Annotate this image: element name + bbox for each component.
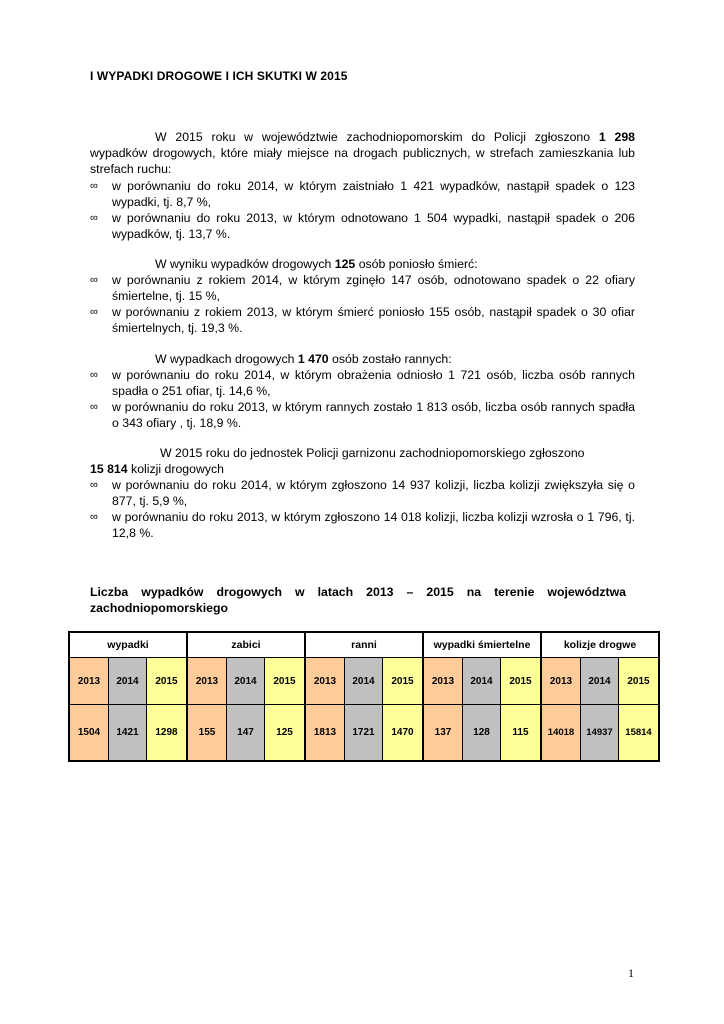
year-cell: 2014 [109, 658, 147, 705]
bullet-icon: ∞ [90, 180, 98, 192]
section-heading: I WYPADKI DROGOWE I ICH SKUTKI W 2015 [90, 69, 348, 83]
year-cell: 2013 [69, 658, 109, 705]
value-cell: 1470 [383, 705, 424, 762]
value-cell: 128 [463, 705, 501, 762]
value-cell: 137 [423, 705, 463, 762]
group-header: wypadki [69, 632, 187, 658]
year-cell: 2013 [541, 658, 581, 705]
year-cell: 2014 [463, 658, 501, 705]
year-cell: 2015 [619, 658, 660, 705]
table-header-row [69, 632, 659, 658]
list-item: ∞ w porównaniu do roku 2014, w którym zgłoszono 14 937 kolizji, liczba kolizji zwiększyła się o 877, tj. 5,9 %, [90, 478, 635, 508]
table-values-row [69, 705, 659, 762]
year-cell: 2015 [501, 658, 542, 705]
group-header: ranni [305, 632, 423, 658]
list-item: ∞ w porównaniu do roku 2013, w którym zgłoszono 14 018 kolizji, liczba kolizji wzrosła o 1 796, tj. 12,8 %. [90, 510, 635, 540]
table-years-row [69, 658, 659, 705]
bullet-icon: ∞ [90, 212, 98, 224]
value-cell: 1421 [109, 705, 147, 762]
list-item: ∞ w porównaniu do roku 2013, w którym rannych zostało 1 813 osób, liczba osób rannych spadła o 343 ofiary , tj. 18,9 %. [90, 400, 635, 430]
year-cell: 2013 [187, 658, 227, 705]
injured-intro: W wypadkach drogowych 1 470 osób zostało rannych: [155, 352, 452, 366]
bullet-icon: ∞ [90, 479, 98, 491]
group-header: kolizje drogwe [541, 632, 659, 658]
collisions-total: 15 814 [90, 462, 128, 476]
collisions-list [90, 477, 635, 541]
list-item: ∞ w porównaniu do roku 2014, w którym obrażenia odniosło 1 721 osób, liczba osób rannych spadła o 251 ofiar, tj. 14,6 %, [90, 368, 635, 398]
year-cell: 2014 [227, 658, 265, 705]
group-header: zabici [187, 632, 305, 658]
deaths-intro: W wyniku wypadków drogowych 125 osób poniosło śmierć: [155, 257, 478, 271]
injured-list [90, 367, 635, 431]
year-cell: 2014 [345, 658, 383, 705]
value-cell: 115 [501, 705, 542, 762]
list-item: ∞ w porównaniu z rokiem 2014, w którym zginęło 147 osób, odnotowano spadek o 22 ofiary śmiertelne, tj. 15 %, [90, 273, 635, 303]
value-cell: 155 [187, 705, 227, 762]
table-title: Liczba wypadków drogowych w latach 2013 – 2015 na terenie województwa zachodniopomorskiego [90, 585, 626, 615]
bullet-icon: ∞ [90, 401, 98, 413]
value-cell: 125 [265, 705, 306, 762]
value-cell: 14937 [581, 705, 619, 762]
collisions-intro: W 2015 roku do jednostek Policji garnizonu zachodniopomorskiego zgłoszono 15 814 kolizji drogowych [90, 446, 585, 476]
value-cell: 1721 [345, 705, 383, 762]
bullet-icon: ∞ [90, 511, 98, 523]
accidents-total: 1 298 [598, 130, 635, 144]
year-cell: 2013 [305, 658, 345, 705]
injured-total: 1 470 [297, 352, 329, 366]
value-cell: 1298 [147, 705, 188, 762]
list-item: ∞ w porównaniu do roku 2014, w którym zaistniało 1 421 wypadków, nastąpił spadek o 123 wypadki, tj. 8,7 %, [90, 179, 635, 209]
year-cell: 2015 [265, 658, 306, 705]
year-cell: 2013 [423, 658, 463, 705]
value-cell: 1813 [305, 705, 345, 762]
list-item: ∞ w porównaniu do roku 2013, w którym odnotowano 1 504 wypadki, nastąpił spadek o 206 wypadków, tj. 13,7 %. [90, 211, 635, 241]
value-cell: 1504 [69, 705, 109, 762]
value-cell: 15814 [619, 705, 660, 762]
value-cell: 147 [227, 705, 265, 762]
bullet-icon: ∞ [90, 369, 98, 381]
bullet-icon: ∞ [90, 306, 98, 318]
year-cell: 2015 [383, 658, 424, 705]
accidents-list [90, 178, 635, 242]
group-header: wypadki śmiertelne [423, 632, 541, 658]
list-item: ∞ w porównaniu z rokiem 2013, w którym śmierć poniosło 155 osób, nastąpił spadek o 30 ofiar śmiertelnych, tj. 19,3 %. [90, 305, 635, 335]
value-cell: 14018 [541, 705, 581, 762]
year-cell: 2015 [147, 658, 188, 705]
deaths-total: 125 [334, 257, 356, 271]
deaths-list [90, 272, 635, 336]
bullet-icon: ∞ [90, 274, 98, 286]
accidents-intro: W 2015 roku w województwie zachodniopomorskim do Policji zgłoszono 1 298 wypadków drogowych, które miały miejsce na drogach publicznych, w strefach zamieszkania lub strefach ruchu: [90, 130, 635, 176]
year-cell: 2014 [581, 658, 619, 705]
statistics-table [68, 631, 660, 762]
page-number: 1 [628, 966, 634, 980]
